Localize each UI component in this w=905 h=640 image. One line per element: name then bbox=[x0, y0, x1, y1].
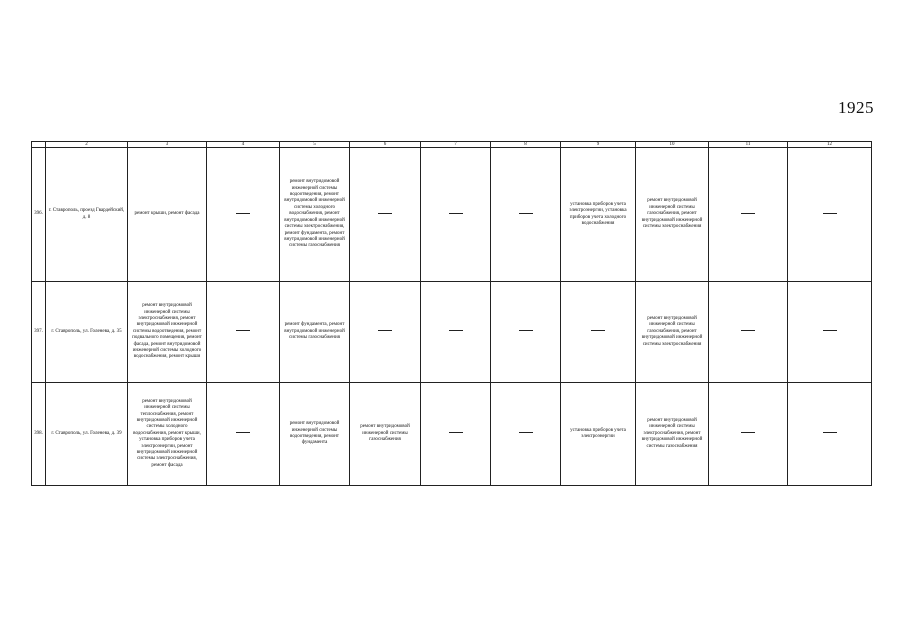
dash-placeholder bbox=[823, 330, 837, 331]
empty-cell bbox=[350, 148, 421, 282]
dash-placeholder bbox=[449, 432, 463, 433]
works-cell: ремонт внутридомовой инженерной системы газоснабжения, ремонт внутридомовой инженерной системы электроснабжения bbox=[636, 282, 709, 383]
dash-placeholder bbox=[741, 213, 755, 214]
row-number: 396. bbox=[32, 148, 46, 282]
empty-cell bbox=[709, 383, 788, 486]
dash-placeholder bbox=[378, 330, 392, 331]
empty-cell bbox=[421, 148, 491, 282]
column-number: 11 bbox=[709, 142, 788, 148]
table-row bbox=[32, 282, 872, 383]
address-cell: г. Ставрополь, ул. Голенева, д. 39 bbox=[46, 383, 128, 486]
empty-cell bbox=[207, 148, 280, 282]
empty-cell bbox=[491, 148, 561, 282]
address-cell: г. Ставрополь, ул. Голенева, д. 35 bbox=[46, 282, 128, 383]
works-cell: ремонт внутридомовой инженерной системы газоснабжения, ремонт внутридомовой инженерной системы электроснабжения bbox=[636, 148, 709, 282]
works-cell: ремонт внутридомовой инженерной системы водоотведения, ремонт фундамента bbox=[280, 383, 350, 486]
table-row bbox=[32, 383, 872, 486]
column-number: 3 bbox=[128, 142, 207, 148]
dash-placeholder bbox=[741, 330, 755, 331]
dash-placeholder bbox=[236, 213, 250, 214]
works-cell: ремонт внутридомовой инженерной системы электроснабжения, ремонт внутридомовой инженерной системы водоотведения, ремонт подвального помещения, ремонт фасада, ремонт внутридомовой инженерной системы холодного водоснабжения, ремонт крыши bbox=[128, 282, 207, 383]
dash-placeholder bbox=[741, 432, 755, 433]
works-cell: ремонт фундамента, ремонт внутридомовой инженерной системы газоснабжения bbox=[280, 282, 350, 383]
dash-placeholder bbox=[449, 213, 463, 214]
column-number: 2 bbox=[46, 142, 128, 148]
empty-cell bbox=[421, 282, 491, 383]
dash-placeholder bbox=[823, 213, 837, 214]
dash-placeholder bbox=[823, 432, 837, 433]
empty-cell bbox=[709, 148, 788, 282]
column-number: 9 bbox=[561, 142, 636, 148]
table-row bbox=[32, 148, 872, 282]
empty-cell bbox=[788, 282, 872, 383]
column-number: 8 bbox=[491, 142, 561, 148]
empty-cell bbox=[561, 282, 636, 383]
column-number: 6 bbox=[350, 142, 421, 148]
empty-cell bbox=[788, 148, 872, 282]
row-number: 398. bbox=[32, 383, 46, 486]
works-cell: ремонт внутридомовой инженерной системы теплоснабжения, ремонт внутридомовой инженерной системы холодного водоснабжения, ремонт крыши, установка приборов учета электроэнергии, ремонт внутридомовой инженерной системы электроснабжения, ремонт фасада bbox=[128, 383, 207, 486]
column-number: 7 bbox=[421, 142, 491, 148]
column-number: 10 bbox=[636, 142, 709, 148]
address-cell: г. Ставрополь, проезд Гвардейский, д. 8 bbox=[46, 148, 128, 282]
dash-placeholder bbox=[591, 330, 605, 331]
column-number: 4 bbox=[207, 142, 280, 148]
works-cell: ремонт внутридомовой инженерной системы газоснабжения bbox=[350, 383, 421, 486]
empty-cell bbox=[709, 282, 788, 383]
empty-cell bbox=[421, 383, 491, 486]
dash-placeholder bbox=[519, 213, 533, 214]
work-schedule-table bbox=[31, 141, 872, 486]
empty-cell bbox=[350, 282, 421, 383]
empty-cell bbox=[207, 282, 280, 383]
dash-placeholder bbox=[519, 432, 533, 433]
works-cell: установка приборов учета электроэнергии bbox=[561, 383, 636, 486]
dash-placeholder bbox=[519, 330, 533, 331]
empty-cell bbox=[207, 383, 280, 486]
works-cell: ремонт внутридомовой инженерной системы электроснабжения, ремонт внутридомовой инженерной системы газоснабжения bbox=[636, 383, 709, 486]
dash-placeholder bbox=[236, 432, 250, 433]
works-cell: ремонт крыши, ремонт фасада bbox=[128, 148, 207, 282]
dash-placeholder bbox=[236, 330, 250, 331]
dash-placeholder bbox=[378, 213, 392, 214]
column-number: 12 bbox=[788, 142, 872, 148]
dash-placeholder bbox=[449, 330, 463, 331]
works-cell: ремонт внутридомовой инженерной системы водоотведения, ремонт внутридомовой инженерной системы холодного водоснабжения, ремонт внутридомовой инженерной системы электроснабжения, ремонт фундамента, ремонт внутридомовой инженерной системы газоснабжения bbox=[280, 148, 350, 282]
page-number: 1925 bbox=[838, 98, 874, 117]
works-cell: установка приборов учета электроэнергии, установка приборов учета холодного водоснабжения bbox=[561, 148, 636, 282]
empty-cell bbox=[788, 383, 872, 486]
column-number: 5 bbox=[280, 142, 350, 148]
row-number: 397. bbox=[32, 282, 46, 383]
empty-cell bbox=[491, 282, 561, 383]
empty-cell bbox=[491, 383, 561, 486]
